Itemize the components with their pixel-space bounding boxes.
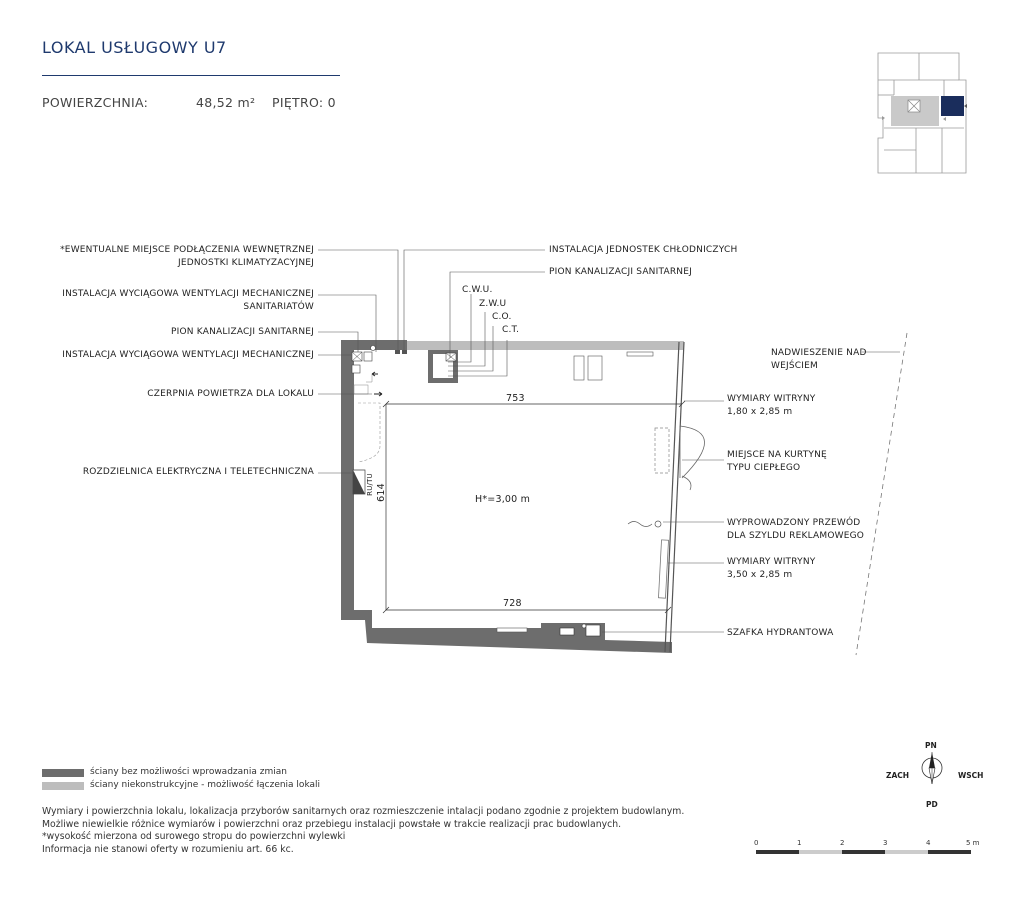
scale-tick-5: 5 m <box>966 839 980 847</box>
fire-extinguisher-icon <box>574 356 584 380</box>
area-label: POWIERZCHNIA: <box>42 95 149 110</box>
label-window-2: WYMIARY WITRYNY <box>727 557 816 567</box>
label-air-intake: CZERPNIA POWIETRZA DLA LOKALU <box>147 389 314 399</box>
label-hydrant: SZAFKA HYDRANTOWA <box>727 628 834 638</box>
label-sanitary-ventilation-2: SANITARIATÓW <box>243 302 314 312</box>
label-ac-connection: *EWENTUALNE MIEJSCE PODŁĄCZENIA WEWNĘTRZNEJ <box>60 245 314 255</box>
scale-tick-2: 2 <box>840 839 845 847</box>
label-sewage-riser-top: PION KANALIZACJI SANITARNEJ <box>549 267 692 277</box>
label-pipe-co: C.O. <box>492 312 512 322</box>
label-window-2-size: 3,50 x 2,85 m <box>727 570 793 580</box>
label-sign-cable: WYPROWADZONY PRZEWÓD <box>727 518 861 528</box>
dimension-lines <box>383 401 685 613</box>
label-pipe-cwu: C.W.U. <box>462 285 493 295</box>
footnote-4: Informacja nie stanowi oferty w rozumieniu art. 66 kc. <box>42 843 294 855</box>
dimension-top-width: 753 <box>506 393 525 404</box>
scale-tick-3: 3 <box>883 839 888 847</box>
dimension-bottom-width: 728 <box>503 598 522 609</box>
radiator-top <box>627 352 653 356</box>
label-window-1: WYMIARY WITRYNY <box>727 394 816 404</box>
legend-partition: ściany niekonstrukcyjne - możliwość łączenia lokali <box>90 780 321 790</box>
label-refrigeration-units: INSTALACJA JEDNOSTEK CHŁODNICZYCH <box>549 245 738 255</box>
footnote-1: Wymiary i powierzchnia lokalu, lokalizacja przyborów sanitarnych oraz rozmieszczenie intalacji podano zgodnie z projektem budowlanym. <box>42 806 685 817</box>
footnote-2: Możliwe niewielkie różnice wymiarów i powierzchni oraz przebiegu instalacji powstałe w trakcie realizacji prac budowlanych. <box>42 818 622 830</box>
scale-tick-1: 1 <box>797 839 802 847</box>
storefront-facade <box>665 342 684 652</box>
radiator-bottom <box>497 628 527 632</box>
hydrant-cabinet-icon <box>586 625 600 636</box>
footnote-3: *wysokość mierzona od surowego stropu do powierzchni wylewki <box>42 831 346 842</box>
page-title: LOKAL USŁUGOWY U7 <box>42 38 227 57</box>
air-flow-arrow-icon <box>372 372 378 376</box>
label-sewage-riser: PION KANALIZACJI SANITARNEJ <box>171 327 314 337</box>
label-ac-connection-2: JEDNOSTKI KLIMATYZACYJNEJ <box>177 258 314 268</box>
compass-south: PD <box>926 800 938 809</box>
room-height: H*=3,00 m <box>475 494 531 505</box>
label-mechanical-ventilation: INSTALACJA WYCIĄGOWA WENTYLACJI MECHANICZNEJ <box>62 350 314 360</box>
label-pipe-zwu: Z.W.U <box>479 299 507 309</box>
label-sign-cable-2: DLA SZYLDU REKLAMOWEGO <box>727 531 865 541</box>
dimension-depth: 614 <box>375 483 387 502</box>
compass-icon <box>912 748 952 798</box>
legend-swatch-partition <box>42 782 84 790</box>
sign-cable-icon <box>628 522 652 527</box>
partition-wall <box>407 341 684 350</box>
label-canopy: NADWIESZENIE NAD <box>771 348 867 358</box>
compass-west: ZACH <box>886 771 910 780</box>
panel-code: RU/TU <box>365 473 374 496</box>
label-electrical-panel: ROZDZIELNICA ELEKTRYCZNA I TELETECHNICZNA <box>82 467 314 477</box>
label-sanitary-ventilation: INSTALACJA WYCIĄGOWA WENTYLACJI MECHANICZNEJ <box>62 289 314 299</box>
label-curtain-2: TYPU CIEPŁEGO <box>727 463 801 473</box>
scale-bar <box>756 849 986 857</box>
label-canopy-2: WEJŚCIEM <box>771 361 818 371</box>
label-window-1-size: 1,80 x 2,85 m <box>727 407 793 417</box>
scale-tick-0: 0 <box>754 839 759 847</box>
area-value: 48,52 m² <box>196 95 256 110</box>
curtain-zone <box>655 428 669 473</box>
compass-north: PN <box>925 741 937 750</box>
legend-swatch-structural <box>42 769 84 777</box>
compass-east: WSCH <box>958 771 984 780</box>
floor-label: PIĘTRO: 0 <box>272 95 336 110</box>
window-sash <box>658 540 668 598</box>
label-pipe-ct: C.T. <box>502 325 520 335</box>
footnotes <box>42 806 684 856</box>
door-swing <box>680 426 705 478</box>
canopy-line <box>856 333 907 655</box>
label-curtain: MIEJSCE NA KURTYNĘ <box>727 450 827 460</box>
scale-tick-4: 4 <box>926 839 931 847</box>
legend-structural: ściany bez możliwości wprowadzania zmian <box>90 767 287 777</box>
